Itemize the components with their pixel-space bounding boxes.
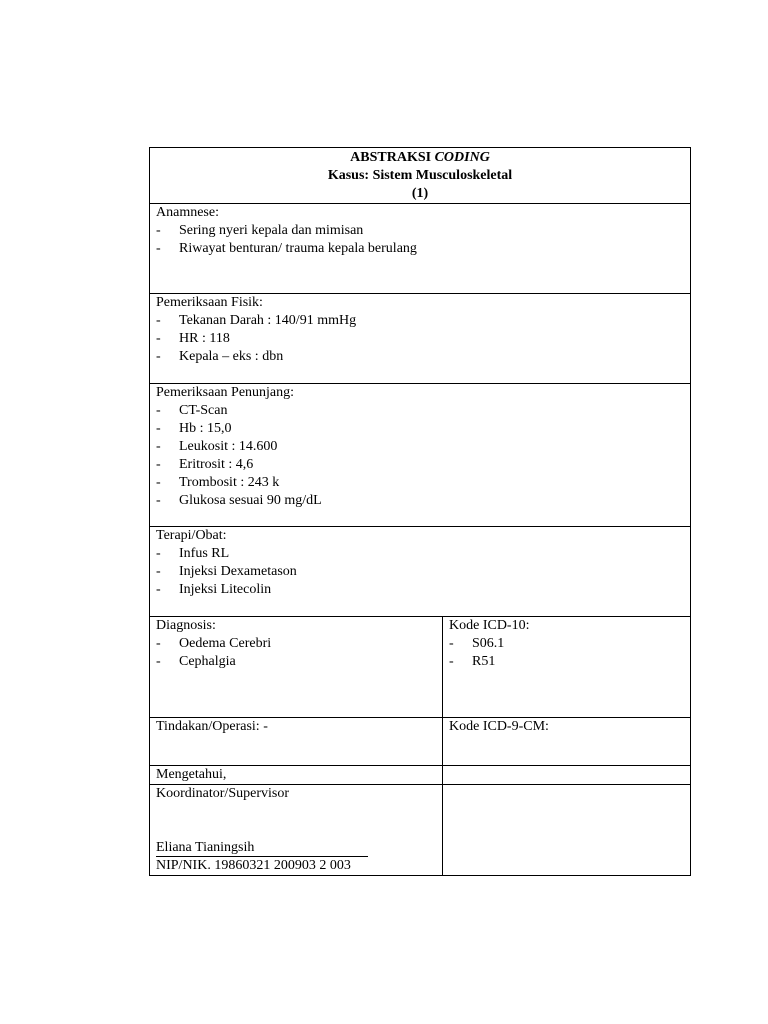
- list-item: [156, 635, 436, 653]
- form-header: [150, 148, 691, 204]
- list-item-text: Trombosit : 243 k: [179, 475, 280, 490]
- list-item: [156, 348, 684, 366]
- list-item-text: Hb : 15,0: [179, 421, 232, 436]
- coding-abstraction-form: [149, 147, 691, 876]
- dash-mark: -: [156, 313, 161, 328]
- list-item-text: Eritrosit : 4,6: [179, 457, 254, 472]
- pemeriksaan-fisik-label: Pemeriksaan Fisik:: [156, 295, 263, 310]
- list-item: [156, 456, 684, 474]
- list-item: [449, 635, 684, 653]
- tindakan-operasi-section: [150, 718, 443, 766]
- icd9-section: [443, 718, 691, 766]
- pemeriksaan-penunjang-list: [156, 402, 684, 510]
- dash-mark: -: [156, 331, 161, 346]
- list-item-text: Infus RL: [179, 546, 230, 561]
- title-prefix: ABSTRAKSI: [350, 150, 432, 165]
- tindakan-operasi-label: Tindakan/Operasi: -: [156, 719, 268, 734]
- form-number: (1): [411, 186, 429, 201]
- mengetahui-text: Mengetahui,: [156, 767, 227, 782]
- dash-mark: -: [156, 439, 161, 454]
- icd9-label: Kode ICD-9-CM:: [449, 719, 549, 734]
- form-subtitle: Kasus: Sistem Musculoskeletal: [327, 168, 513, 183]
- list-item: [156, 653, 436, 671]
- list-item: [156, 474, 684, 492]
- icd10-list: [449, 635, 684, 671]
- list-item: [156, 402, 684, 420]
- anamnese-section: [150, 204, 691, 294]
- list-item-text: Riwayat benturan/ trauma kepala berulang: [179, 241, 417, 256]
- empty-cell: [443, 766, 691, 785]
- list-item-text: Tekanan Darah : 140/91 mmHg: [179, 313, 357, 328]
- dash-mark: -: [156, 223, 161, 238]
- list-item: [449, 653, 684, 671]
- dash-mark: -: [449, 654, 454, 669]
- dash-mark: -: [156, 582, 161, 597]
- terapi-obat-label: Terapi/Obat:: [156, 528, 227, 543]
- list-item-text: Leukosit : 14.600: [179, 439, 278, 454]
- icd10-label: Kode ICD-10:: [449, 618, 530, 633]
- list-item: [156, 312, 684, 330]
- signature-space: [156, 803, 436, 839]
- list-item-text: S06.1: [472, 636, 505, 651]
- dash-mark: -: [156, 546, 161, 561]
- list-item: [156, 438, 684, 456]
- dash-mark: -: [156, 403, 161, 418]
- list-item: [156, 222, 684, 240]
- pemeriksaan-fisik-section: [150, 294, 691, 384]
- dash-mark: -: [156, 241, 161, 256]
- dash-mark: -: [449, 636, 454, 651]
- dash-mark: -: [156, 564, 161, 579]
- terapi-obat-list: [156, 545, 684, 599]
- signature-section: [150, 785, 443, 876]
- list-item: [156, 420, 684, 438]
- list-item: [156, 492, 684, 510]
- anamnese-list: [156, 222, 684, 258]
- list-item-text: Kepala – eks : dbn: [179, 349, 284, 364]
- diagnosis-section: [150, 617, 443, 718]
- list-item: [156, 581, 684, 599]
- terapi-obat-section: [150, 527, 691, 617]
- dash-mark: -: [156, 493, 161, 508]
- diagnosis-label: Diagnosis:: [156, 618, 216, 633]
- list-item: [156, 545, 684, 563]
- list-item: [156, 563, 684, 581]
- list-item-text: Sering nyeri kepala dan mimisan: [179, 223, 364, 238]
- anamnese-label: Anamnese:: [156, 205, 219, 220]
- dash-mark: -: [156, 636, 161, 651]
- dash-mark: -: [156, 475, 161, 490]
- signature-name: Eliana Tianingsih: [156, 840, 368, 857]
- list-item-text: Cephalgia: [179, 654, 236, 669]
- list-item-text: Injeksi Litecolin: [179, 582, 272, 597]
- list-item: [156, 330, 684, 348]
- list-item-text: Injeksi Dexametason: [179, 564, 297, 579]
- pemeriksaan-penunjang-label: Pemeriksaan Penunjang:: [156, 385, 295, 400]
- dash-mark: -: [156, 349, 161, 364]
- list-item-text: CT-Scan: [179, 403, 228, 418]
- list-item-text: R51: [472, 654, 496, 669]
- signature-role: Koordinator/Supervisor: [156, 786, 289, 801]
- list-item-text: Glukosa sesuai 90 mg/dL: [179, 493, 322, 508]
- diagnosis-list: [156, 635, 436, 671]
- form-title: [156, 149, 684, 167]
- title-italic: CODING: [434, 150, 490, 165]
- list-item-text: Oedema Cerebri: [179, 636, 272, 651]
- icd10-section: [443, 617, 691, 718]
- pemeriksaan-penunjang-section: [150, 384, 691, 527]
- dash-mark: -: [156, 421, 161, 436]
- list-item: [156, 240, 684, 258]
- empty-cell: [443, 785, 691, 876]
- mengetahui-cell: [150, 766, 443, 785]
- dash-mark: -: [156, 457, 161, 472]
- dash-mark: -: [156, 654, 161, 669]
- signature-nip: NIP/NIK. 19860321 200903 2 003: [156, 858, 351, 873]
- list-item-text: HR : 118: [179, 331, 230, 346]
- pemeriksaan-fisik-list: [156, 312, 684, 366]
